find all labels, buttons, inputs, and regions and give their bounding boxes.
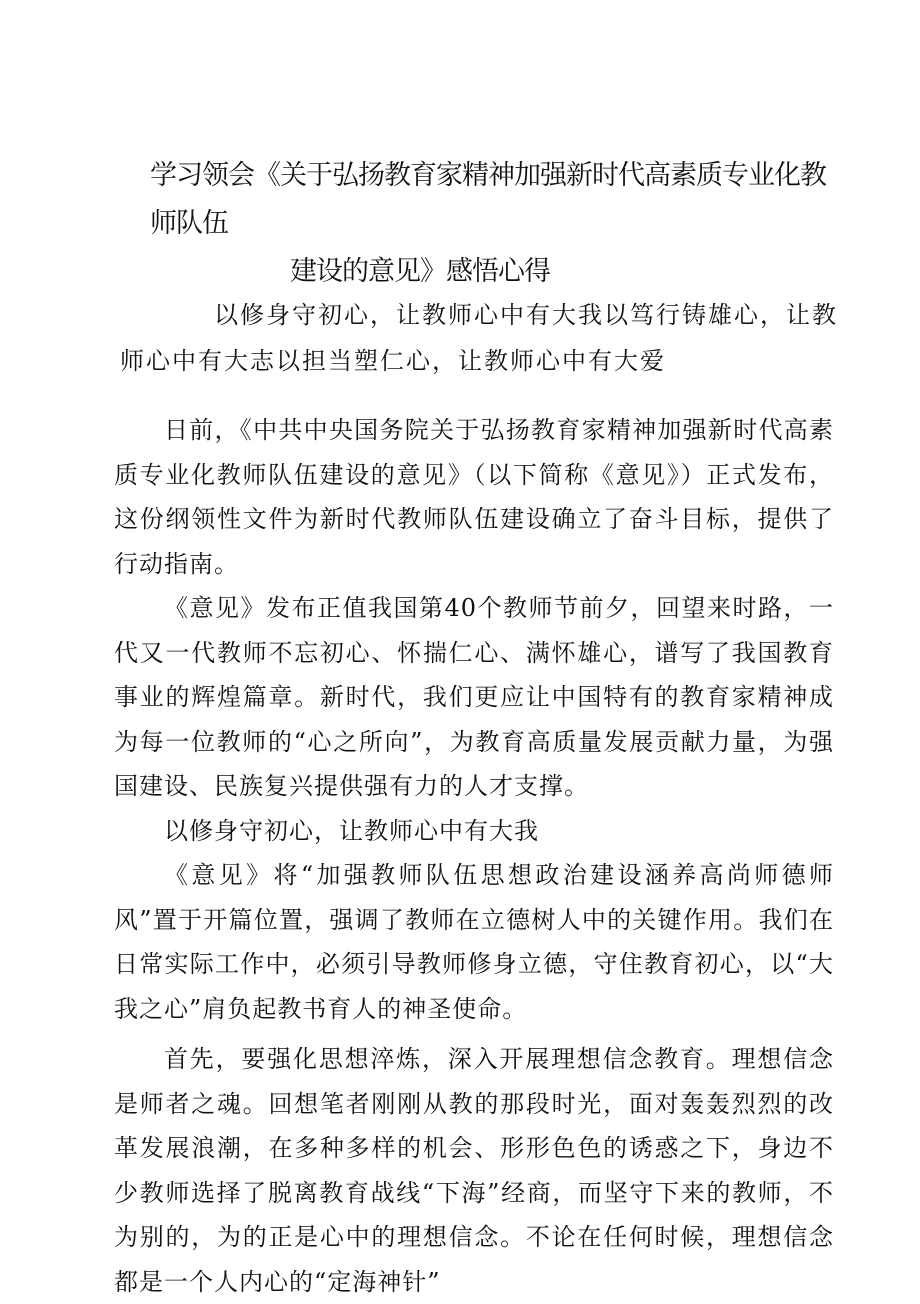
subtitle: 以修身守初心，让教师心中有大我以笃行铸雄心，让教师心中有大志以担当塑仁心，让教师心中有大爱 bbox=[120, 301, 838, 375]
paragraph-intro: 日前，《中共中央国务院关于弘扬教育家精神加强新时代高素质专业化教师队伍建设的意见》（以下简称《意见》）正式发布，这份纲领性文件为新时代教师队伍建设确立了奋斗目标，提供了行动指南。 bbox=[114, 416, 834, 578]
paragraph-section-2: 首先，要强化思想淬炼，深入开展理想信念教育。理想信念是师者之魂。回想笔者刚刚从教的那段时光，面对轰轰烈烈的改革发展浪潮，在多种多样的机会、形形色色的诱惑之下，身边不少教师选择了脱离教育战线“下海”经商，而坚守下来的教师，不为别的，为的正是心中的理想信念。不论在任何时候，理想信念都是一个人内心的“定海神针” bbox=[114, 1045, 834, 1296]
paragraph-background: 《意见》发布正值我国第40个教师节前夕，回望来时路，一代又一代教师不忘初心、怀揣仁心、满怀雄心，谱写了我国教育事业的辉煌篇章。新时代，我们更应让中国特有的教育家精神成为每一位教师的“心之所向”，为教育高质量发展贡献力量，为强国建设、民族复兴提供强有力的人才支撑。 bbox=[114, 594, 834, 800]
title-line-2: 建设的意见》感悟心得 bbox=[290, 256, 550, 287]
document-title bbox=[150, 152, 850, 296]
section-heading: 以修身守初心，让教师心中有大我 bbox=[164, 816, 539, 845]
paragraph-section-1: 《意见》将“加强教师队伍思想政治建设涵养高尚师德师风”置于开篇位置，强调了教师在立德树人中的关键作用。我们在日常实际工作中，必须引导教师修身立德，守住教育初心，以“大我之心”肩负起教书育人的神圣使命。 bbox=[114, 861, 834, 1023]
title-line-1: 学习领会《关于弘扬教育家精神加强新时代高素质专业化教师队伍 bbox=[150, 160, 826, 239]
document-body bbox=[114, 408, 834, 1304]
